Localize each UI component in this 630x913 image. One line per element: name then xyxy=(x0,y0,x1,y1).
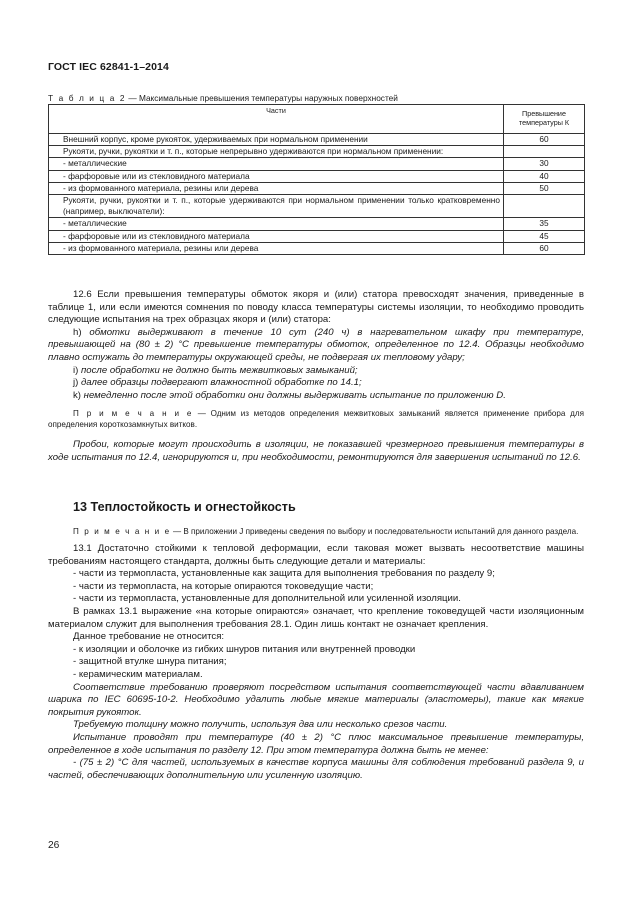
table-cell-value: 60 xyxy=(504,134,585,146)
table-row xyxy=(49,230,585,242)
item-j xyxy=(48,377,584,390)
paragraph-test-temperature: Испытание проводят при температуре (40 ± 2) °С плюс максимальное превышение температуры, определенное в ходе испытания по разделу 12. При этом температура должна быть не менее: xyxy=(48,731,584,756)
paragraph-compliance: Соответствие требованию проверяют посредством испытания соответствующей части вдавливанием шарика по IEC 60695-10-2. Необходимо удалить любые мягкие материалы (эластомеры), такие как мягкие покрытия рукояток. xyxy=(48,681,584,718)
table-cell-value: 35 xyxy=(504,218,585,230)
list-item: - части из термопласта, установленные как защита для выполнения требования по разделу 9; xyxy=(73,568,495,580)
table-row xyxy=(49,134,585,146)
table-row xyxy=(49,182,585,194)
table-cell-value: 30 xyxy=(504,158,585,170)
table-row xyxy=(49,218,585,230)
table-cell-value: 60 xyxy=(504,242,585,254)
item-j-label: j) xyxy=(73,377,81,389)
note-label: П р и м е ч а н и е xyxy=(73,527,171,536)
table-row xyxy=(49,146,585,158)
table-caption-text: — Максимальные превышения температуры наружных поверхностей xyxy=(126,93,398,103)
item-i-text: после обработки не должно быть межвитковых замыканий; xyxy=(81,364,358,376)
table-row xyxy=(49,158,585,170)
paragraph-75-degrees: - (75 ± 2) °С для частей, используемых в качестве корпуса машины для соблюдения требований раздела 9, и частей, обеспечивающих дополнительную или усиленную изоляцию. xyxy=(48,757,584,781)
table-caption xyxy=(48,93,398,103)
item-k-label: k) xyxy=(73,389,84,401)
table-row xyxy=(49,195,585,218)
paragraph-not-apply: Данное требование не относится: xyxy=(73,631,225,643)
section-12-6 xyxy=(48,289,584,465)
table-cell-value: 45 xyxy=(504,230,585,242)
table-cell-part: - из формованного материала, резины или дерева xyxy=(49,182,504,194)
item-h xyxy=(48,327,584,365)
paragraph-12-6: 12.6 Если превышения температуры обмоток якоря и (или) статора превосходят значения, приведенные в таблице 1, или если имеются сомнения по поводу класса температуры системы изоляции, то необходимо проводить следующие испытания на трех образцах якоря и (или) статора: xyxy=(48,289,584,326)
table-cell-part: - фарфоровые или из стекловидного материала xyxy=(49,170,504,182)
paragraph-scope: В рамках 13.1 выражение «на которые опираются» означает, что крепление токоведущей части изоляционным материалом служит для выполнения требования 28.1. Один лишь контакт не означает крепления. xyxy=(48,605,584,630)
temperature-table xyxy=(48,104,585,255)
column-header-parts: Части xyxy=(49,105,504,134)
table-cell-part: - фарфоровые или из стекловидного материала xyxy=(49,230,504,242)
item-k-text: немедленно после этой обработки они должны выдерживать испытание по приложению D. xyxy=(83,389,506,401)
table-cell-value: 40 xyxy=(504,170,585,182)
section-13-heading: 13 Теплостойкость и огнестойкость xyxy=(73,500,296,514)
table-row xyxy=(49,170,585,182)
list-item: - части из термопласта, установленные для дополнительной или усиленной изоляции. xyxy=(73,593,461,605)
list-item: - керамическим материалам. xyxy=(73,668,203,680)
list-item: - защитной втулке шнура питания; xyxy=(73,656,227,668)
page-number: 26 xyxy=(48,840,60,851)
table-cell-part: Рукояти, ручки, рукоятки и т. п., которые удерживаются при нормальном применении только кратковременно (например, выключатели): xyxy=(49,195,504,218)
paragraph-thickness: Требуемую толщину можно получить, используя два или несколько срезов части. xyxy=(73,719,448,731)
table-cell-value xyxy=(504,146,585,158)
table-cell-value: 50 xyxy=(504,182,585,194)
table-cell-part: Рукояти, ручки, рукоятки и т. п., которые непрерывно удерживаются при нормальном применении: xyxy=(49,146,504,158)
item-h-text: обмотки выдерживают в течение 10 сут (240 ч) в нагревательном шкафу при температуре, превышающей на (80 ± 2) °С превышение температуры обмоток, определенное по 12.4. Образцы необходимо плавно остужать до температуры окружающей среды, не подвергая их тепловому удару; xyxy=(48,326,584,363)
standard-header: ГОСТ IEC 62841-1–2014 xyxy=(48,61,169,73)
note-12-6 xyxy=(48,408,584,430)
note-text: — В приложении J приведены сведения по выбору и последовательности испытаний для данного раздела. xyxy=(170,527,579,536)
list-item: - части из термопласта, на которые опираются токоведущие части; xyxy=(73,580,374,592)
table-cell-part: - металлические xyxy=(49,158,504,170)
table-cell-part: - металлические xyxy=(49,218,504,230)
note-13 xyxy=(48,526,584,537)
item-i xyxy=(48,365,584,378)
item-i-label: i) xyxy=(73,364,81,376)
table-caption-label: Т а б л и ц а 2 xyxy=(48,93,127,103)
table-row xyxy=(49,242,585,254)
item-k xyxy=(48,390,584,403)
paragraph-13-1: 13.1 Достаточно стойкими к тепловой деформации, если таковая может вызвать несоответствие машины требованиям настоящего стандарта, должны быть следующие детали и материалы: xyxy=(48,543,584,567)
item-j-text: далее образцы подвергают влажностной обработке по 14.1; xyxy=(81,377,362,389)
paragraph-breakdowns: Пробои, которые могут происходить в изоляции, не показавшей чрезмерного превышения температуры в ходе испытания по 12.4, игнорируются и, при необходимости, ремонтируются для завершения испытаний по 12.6. xyxy=(48,439,584,463)
table-cell-part: Внешний корпус, кроме рукояток, удерживаемых при нормальном применении xyxy=(49,134,504,146)
table-cell-part: - из формованного материала, резины или дерева xyxy=(49,242,504,254)
section-13 xyxy=(48,526,584,782)
table-cell-value xyxy=(504,195,585,218)
column-header-temperature-rise: Превышение температуры К xyxy=(504,105,585,134)
item-h-label: h) xyxy=(73,326,90,338)
note-label: П р и м е ч а н и е xyxy=(73,409,194,419)
note-text: — Одним из методов определения межвитковых замыканий является применение прибора для определения короткозамкнутых витков. xyxy=(48,409,584,430)
list-item: - к изоляции и оболочке из гибких шнуров питания или внутренней проводки xyxy=(73,643,416,655)
